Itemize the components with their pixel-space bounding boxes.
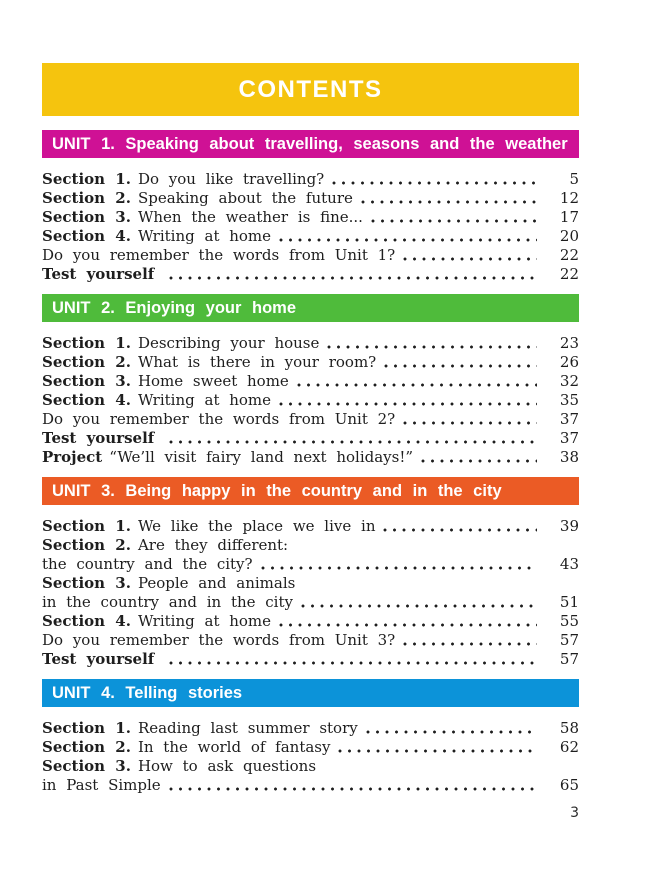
toc-unit [42, 477, 579, 669]
toc-row-lead-label: Section 2. [42, 353, 131, 371]
dot-leader [279, 623, 537, 627]
toc-page-number: 26 [559, 353, 579, 371]
toc-row-lead-label: Test yourself [42, 650, 155, 668]
toc-page-number: 65 [559, 776, 579, 794]
unit-rows [42, 719, 579, 795]
toc-row-title: Speaking about the future [137, 189, 353, 207]
contents-banner [42, 63, 579, 116]
toc-page-number: 57 [559, 650, 579, 668]
toc-page-number: 37 [559, 429, 579, 447]
dot-leader [421, 459, 537, 463]
toc-page-number: 37 [559, 410, 579, 428]
toc-row-title: We like the place we live in [137, 517, 376, 535]
dot-leader [327, 345, 537, 349]
toc-row [42, 650, 579, 669]
toc-row-lead-label: Section 4. [42, 227, 131, 245]
toc-row-title: Do you like travelling? [137, 170, 325, 188]
toc-row [42, 189, 579, 208]
dot-leader [383, 528, 537, 532]
unit-banner [42, 679, 579, 707]
toc-row-title: How to ask questions [137, 757, 317, 775]
toc-row [42, 429, 579, 448]
dot-leader [261, 566, 537, 570]
toc-row-lead-label: Section 1. [42, 334, 131, 352]
toc-row-lead-label: Section 1. [42, 517, 131, 535]
toc-row-lead-label: Section 1. [42, 170, 131, 188]
toc-unit [42, 294, 579, 467]
toc-row-title: Reading last summer story [137, 719, 358, 737]
toc-page-number: 22 [559, 265, 579, 283]
dot-leader [338, 749, 537, 753]
unit-rows [42, 170, 579, 284]
dot-leader [403, 421, 537, 425]
toc-row-title: When the weather is fine... [137, 208, 363, 226]
toc-row-title: Writing at home [137, 391, 272, 409]
toc-row [42, 757, 579, 776]
toc-row-title: Home sweet home [137, 372, 289, 390]
toc-page-number: 38 [559, 448, 579, 466]
toc-row [42, 448, 579, 467]
toc-row-lead-label: Section 2. [42, 189, 131, 207]
dot-leader [169, 787, 537, 791]
toc-row-title: Do you remember the words from Unit 2? [42, 410, 396, 428]
toc-row-lead-label: Section 3. [42, 757, 131, 775]
units-container [42, 130, 579, 795]
toc-page-number: 17 [559, 208, 579, 226]
toc-row [42, 776, 579, 795]
dot-leader [403, 257, 537, 261]
toc-row [42, 612, 579, 631]
unit-rows [42, 517, 579, 669]
toc-row [42, 334, 579, 353]
toc-row-lead-label: Test yourself [42, 265, 155, 283]
toc-row [42, 631, 579, 650]
dot-leader [366, 730, 537, 734]
dot-leader [279, 402, 537, 406]
toc-row-title: “We’ll visit fairy land next holidays!” [109, 448, 414, 466]
toc-row [42, 593, 579, 612]
toc-row [42, 719, 579, 738]
unit-rows [42, 334, 579, 467]
toc-row [42, 555, 579, 574]
toc-page-number: 23 [559, 334, 579, 352]
toc-row [42, 574, 579, 593]
unit-banner-label: UNIT 4. Telling stories [52, 683, 243, 702]
toc-row-lead-label: Section 2. [42, 738, 131, 756]
dot-leader [332, 181, 537, 185]
toc-row-lead-label: Section 3. [42, 208, 131, 226]
dot-leader [279, 238, 537, 242]
toc-row-lead-label: Section 1. [42, 719, 131, 737]
toc-row [42, 208, 579, 227]
toc-row-title: Writing at home [137, 612, 272, 630]
dot-leader [403, 642, 537, 646]
dot-leader [371, 219, 537, 223]
toc-row [42, 738, 579, 757]
toc-row-lead-label: Section 3. [42, 372, 131, 390]
toc-page-number: 12 [559, 189, 579, 207]
toc-unit [42, 130, 579, 284]
toc-page-number: 58 [559, 719, 579, 737]
toc-page-number: 62 [559, 738, 579, 756]
unit-banner-label: UNIT 3. Being happy in the country and in the city [52, 481, 502, 500]
toc-row [42, 170, 579, 189]
toc-row-title: People and animals [137, 574, 296, 592]
toc-row [42, 372, 579, 391]
toc-page-number: 5 [569, 170, 579, 188]
toc-row-title: Do you remember the words from Unit 3? [42, 631, 396, 649]
toc-page-number: 55 [559, 612, 579, 630]
toc-row-title: the country and the city? [42, 555, 253, 573]
toc-row [42, 246, 579, 265]
toc-row-title: Writing at home [137, 227, 272, 245]
dot-leader [384, 364, 537, 368]
toc-page-number: 51 [559, 593, 579, 611]
toc-unit [42, 679, 579, 795]
dot-leader [169, 661, 537, 665]
toc-row [42, 536, 579, 555]
dot-leader [301, 604, 537, 608]
toc-row [42, 353, 579, 372]
toc-row [42, 410, 579, 429]
toc-row-lead-label: Project [42, 448, 103, 466]
toc-row-title: What is there in your room? [137, 353, 377, 371]
toc-page-number: 20 [559, 227, 579, 245]
unit-banner [42, 130, 579, 158]
dot-leader [297, 383, 537, 387]
toc-page-number: 32 [559, 372, 579, 390]
unit-banner-label: UNIT 2. Enjoying your home [52, 298, 297, 317]
toc-row-lead-label: Section 4. [42, 391, 131, 409]
dot-leader [361, 200, 537, 204]
toc-page-number: 22 [559, 246, 579, 264]
toc-page-number: 35 [559, 391, 579, 409]
toc-row-title: Are they different: [137, 536, 289, 554]
dot-leader [169, 276, 537, 280]
contents-title: CONTENTS [238, 75, 383, 103]
toc-row [42, 517, 579, 536]
toc-row-title: in Past Simple [42, 776, 161, 794]
toc-row-lead-label: Test yourself [42, 429, 155, 447]
unit-banner-label: UNIT 1. Speaking about travelling, seasons and the weather [52, 134, 568, 153]
toc-row [42, 391, 579, 410]
unit-banner [42, 294, 579, 322]
toc-content [42, 63, 579, 821]
toc-row-lead-label: Section 3. [42, 574, 131, 592]
toc-row [42, 227, 579, 246]
toc-row-title: In the world of fantasy [137, 738, 331, 756]
dot-leader [169, 440, 537, 444]
toc-row-title: Describing your house [137, 334, 320, 352]
page-number-footer: 3 [570, 805, 579, 821]
toc-row-title: in the country and in the city [42, 593, 293, 611]
toc-row-title: Do you remember the words from Unit 1? [42, 246, 396, 264]
unit-banner [42, 477, 579, 505]
toc-page-number: 39 [559, 517, 579, 535]
toc-page-number: 43 [559, 555, 579, 573]
toc-page-number: 57 [559, 631, 579, 649]
toc-row-lead-label: Section 4. [42, 612, 131, 630]
toc-row-lead-label: Section 2. [42, 536, 131, 554]
toc-row [42, 265, 579, 284]
